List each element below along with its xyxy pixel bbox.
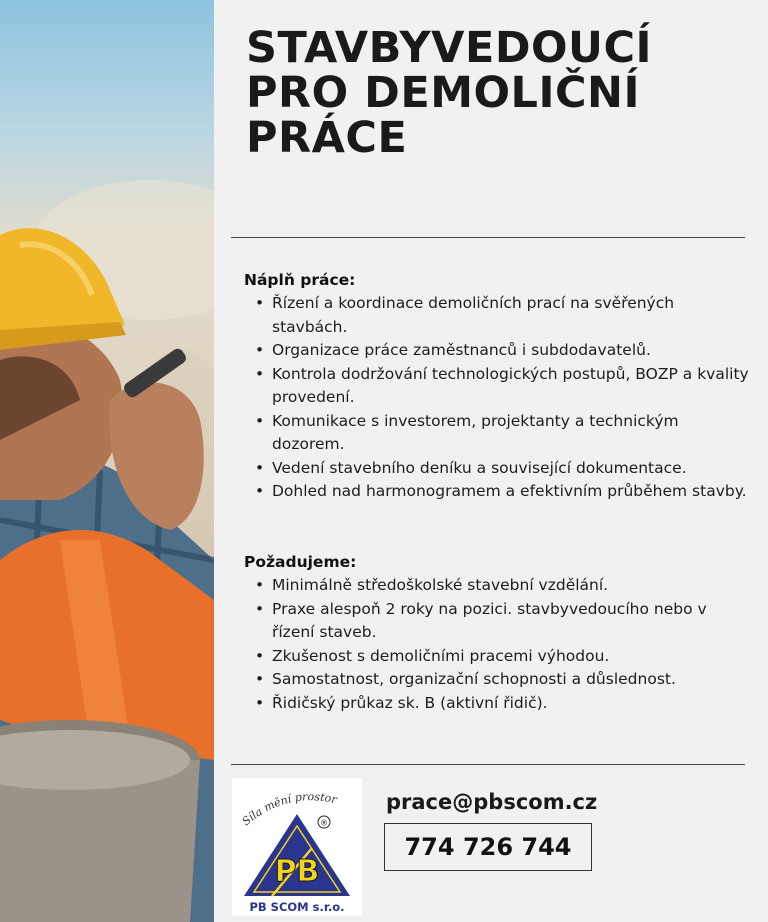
duties-section [244,268,754,504]
logo-letters: PB [274,854,320,889]
logo-company-name: PB SCOM s.r.o. [249,900,345,914]
list-item: • Minimálně středoškolské stavební vzdělání. [272,574,754,598]
list-item: • Organizace práce zaměstnanců i subdodavatelů. [272,339,754,363]
job-ad-content [214,0,768,922]
list-item: • Praxe alespoň 2 roky na pozici. stavbyvedoucího nebo v řízení staveb. [272,598,754,645]
title-line-2: PRO DEMOLIČNÍ [246,68,641,118]
duties-list [244,292,754,504]
requirements-list [244,574,754,715]
title-line-1: STAVBYVEDOUCÍ [246,23,653,73]
registered-mark: ® [320,818,328,828]
requirements-heading: Požadujeme: [244,553,357,571]
duties-heading: Náplň práce: [244,271,356,289]
list-item: • Řidičský průkaz sk. B (aktivní řidič). [272,692,754,716]
list-item: • Kontrola dodržování technologických postupů, BOZP a kvality provedení. [272,363,754,410]
page-title [246,23,756,163]
company-logo [232,778,362,916]
construction-worker-photo-icon [0,0,214,922]
contact-email: prace@pbscom.cz [386,790,598,814]
divider-bottom [231,764,745,765]
list-item: • Řízení a koordinace demoličních prací na svěřených stavbách. [272,292,754,339]
logo-slogan: Síla mění prostor [239,790,339,829]
requirements-section [244,550,754,715]
title-line-3: PRÁCE [246,113,408,163]
worker-photo [0,0,214,922]
contact-phone: 774 726 744 [404,833,572,861]
list-item: • Zkušenost s demoličními pracemi výhodou. [272,645,754,669]
list-item: • Vedení stavebního deníku a související dokumentace. [272,457,754,481]
phone-box [384,823,592,871]
list-item: • Samostatnost, organizační schopnosti a důslednost. [272,668,754,692]
divider-top [231,237,745,238]
list-item: • Dohled nad harmonogramem a efektivním průběhem stavby. [272,480,754,504]
pb-scom-logo-icon [232,778,362,916]
list-item: • Komunikace s investorem, projektanty a technickým dozorem. [272,410,754,457]
